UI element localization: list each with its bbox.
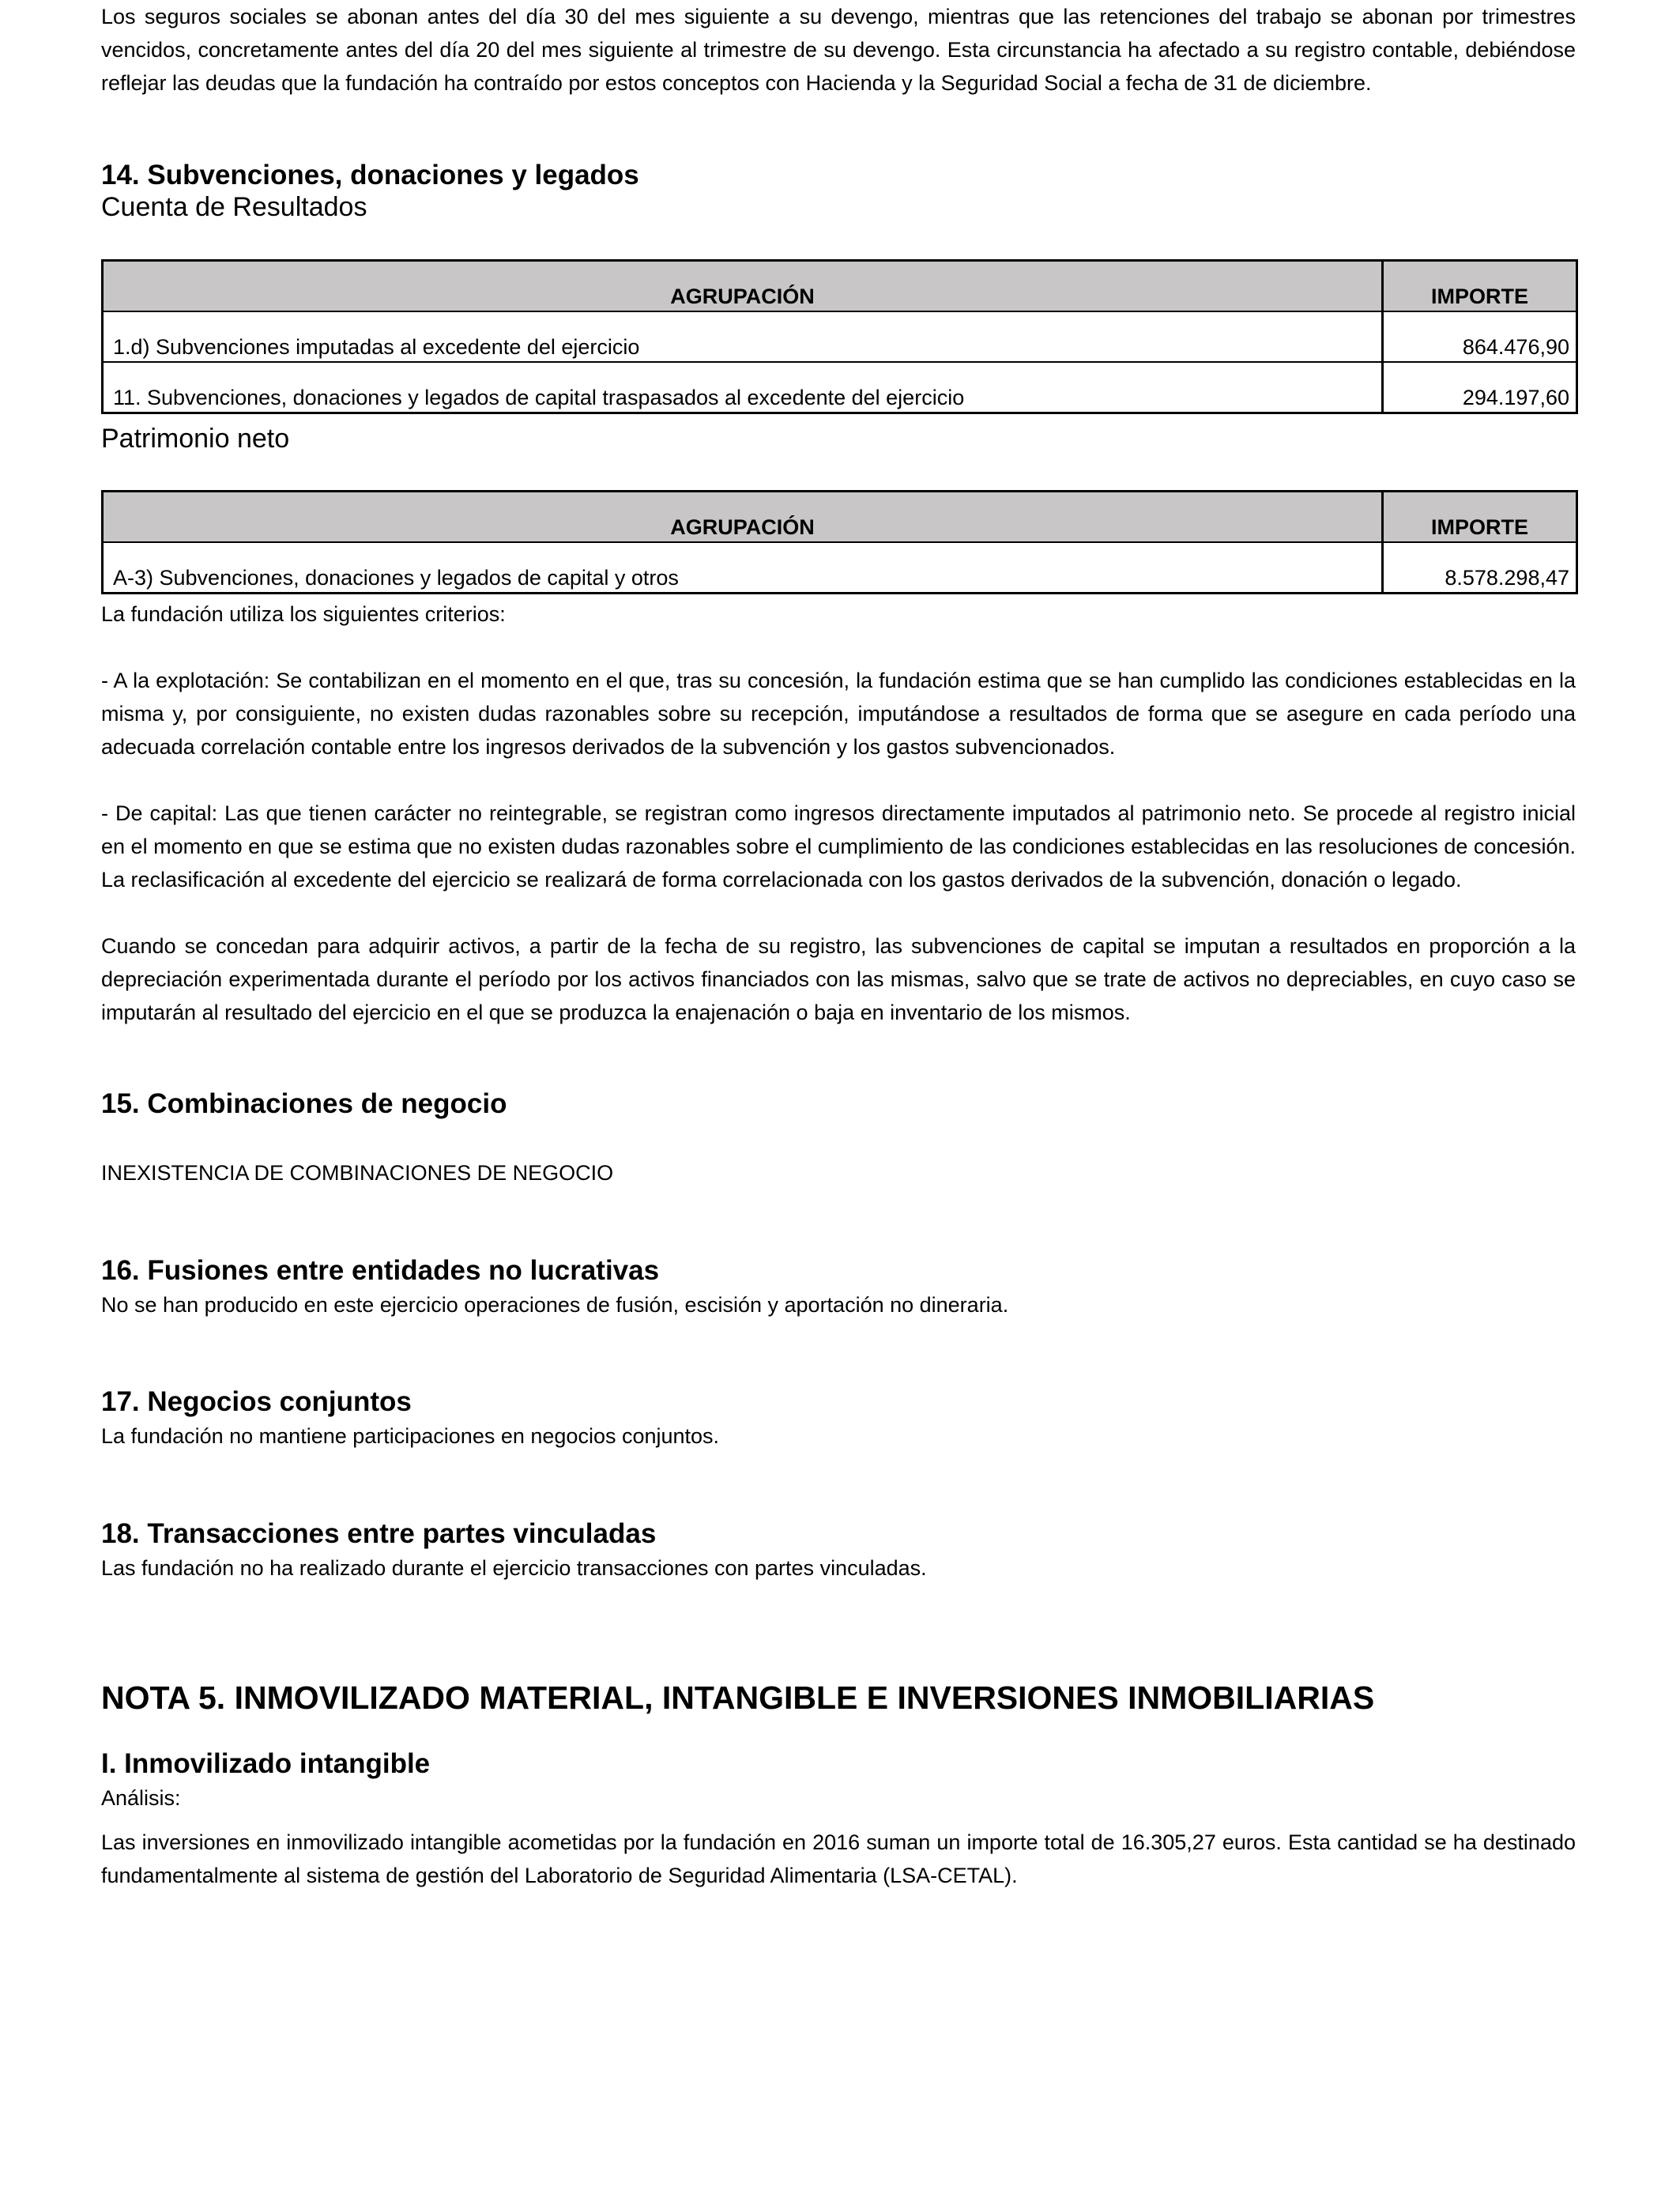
criteria-exploitation: - A la explotación: Se contabilizan en el momento en el que, tras su concesión, la fundación estima que se han cumplido las condiciones establecidas en la misma y, por consiguiente, no existen dudas razonables sobre su recepción, imputándose a resultados de forma que se asegure en cada período una adecuada correlación contable entre los ingresos derivados de la subvención y los gastos subvencionados. bbox=[101, 669, 1576, 759]
note-5-title: NOTA 5. INMOVILIZADO MATERIAL, INTANGIBLE E INVERSIONES INMOBILIARIAS bbox=[101, 1679, 1375, 1716]
row-label: A-3) Subvenciones, donaciones y legados de capital y otros bbox=[103, 542, 1383, 594]
section-17-title: 17. Negocios conjuntos bbox=[101, 1386, 412, 1417]
intro-paragraph: Los seguros sociales se abonan antes del día 30 del mes siguiente a su devengo, mientras que las retenciones del trabajo se abonan por trimestres vencidos, concretamente antes del día 20 del mes siguiente al trimestre de su devengo. Esta circunstancia ha afectado a su registro contable, debiéndose reflejar las deudas que la fundación ha contraído por estos conceptos con Hacienda y la Seguridad Social a fecha de 31 de diciembre. bbox=[101, 5, 1576, 95]
section-15-text: INEXISTENCIA DE COMBINACIONES DE NEGOCIO bbox=[101, 1161, 614, 1185]
table-row bbox=[103, 362, 1577, 413]
section-14-title: 14. Subvenciones, donaciones y legados bbox=[101, 160, 639, 190]
criteria-capital: - De capital: Las que tienen carácter no reintegrable, se registran como ingresos directamente imputados al patrimonio neto. Se procede al registro inicial en el momento en que se estima que no existen dudas razonables sobre el cumplimiento de las condiciones establecidas en las resoluciones de concesión. La reclasificación al excedente del ejercicio se realizará de forma correlacionada con los gastos derivados de la subvención, donación o legado. bbox=[101, 801, 1576, 892]
note-5-subsection-title: I. Inmovilizado intangible bbox=[101, 1748, 431, 1779]
header-importe: IMPORTE bbox=[1383, 261, 1577, 312]
header-agrupacion: AGRUPACIÓN bbox=[103, 492, 1383, 543]
table-row bbox=[103, 542, 1577, 594]
section-18-text: Las fundación no ha realizado durante el ejercicio transacciones con partes vinculadas. bbox=[101, 1556, 927, 1580]
criteria-assets: Cuando se concedan para adquirir activos, a partir de la fecha de su registro, las subvenciones de capital se imputan a resultados en proporción a la depreciación experimentada durante el período por los activos financiados con las mismas, salvo que se trate de activos no depreciables, en cuyo caso se imputarán al resultado del ejercicio en el que se produzca la enajenación o baja en inventario de los mismos. bbox=[101, 934, 1576, 1024]
equity-table bbox=[101, 490, 1578, 594]
header-agrupacion: AGRUPACIÓN bbox=[103, 261, 1383, 312]
analysis-label: Análisis: bbox=[101, 1786, 181, 1810]
table-row bbox=[103, 311, 1577, 362]
table-header-row bbox=[103, 261, 1577, 312]
row-amount: 8.578.298,47 bbox=[1383, 542, 1577, 594]
row-amount: 864.476,90 bbox=[1383, 311, 1577, 362]
section-16-title: 16. Fusiones entre entidades no lucrativas bbox=[101, 1255, 660, 1286]
section-16-text: No se han producido en este ejercicio operaciones de fusión, escisión y aportación no dineraria. bbox=[101, 1293, 1009, 1317]
analysis-text: Las inversiones en inmovilizado intangible acometidas por la fundación en 2016 suman un importe total de 16.305,27 euros. Esta cantidad se ha destinado fundamentalmente al sistema de gestión del Laboratorio de Seguridad Alimentaria (LSA-CETAL). bbox=[101, 1830, 1576, 1887]
results-subtitle: Cuenta de Resultados bbox=[101, 192, 367, 222]
row-amount: 294.197,60 bbox=[1383, 362, 1577, 413]
section-18-title: 18. Transacciones entre partes vinculadas bbox=[101, 1518, 657, 1549]
criteria-intro: La fundación utiliza los siguientes criterios: bbox=[101, 602, 506, 626]
row-label: 11. Subvenciones, donaciones y legados de capital traspasados al excedente del ejercicio bbox=[103, 362, 1383, 413]
results-table bbox=[101, 259, 1578, 414]
table-header-row bbox=[103, 492, 1577, 543]
equity-subtitle: Patrimonio neto bbox=[101, 424, 290, 454]
header-importe: IMPORTE bbox=[1383, 492, 1577, 543]
row-label: 1.d) Subvenciones imputadas al excedente del ejercicio bbox=[103, 311, 1383, 362]
section-15-title: 15. Combinaciones de negocio bbox=[101, 1088, 507, 1119]
section-17-text: La fundación no mantiene participaciones en negocios conjuntos. bbox=[101, 1424, 720, 1448]
